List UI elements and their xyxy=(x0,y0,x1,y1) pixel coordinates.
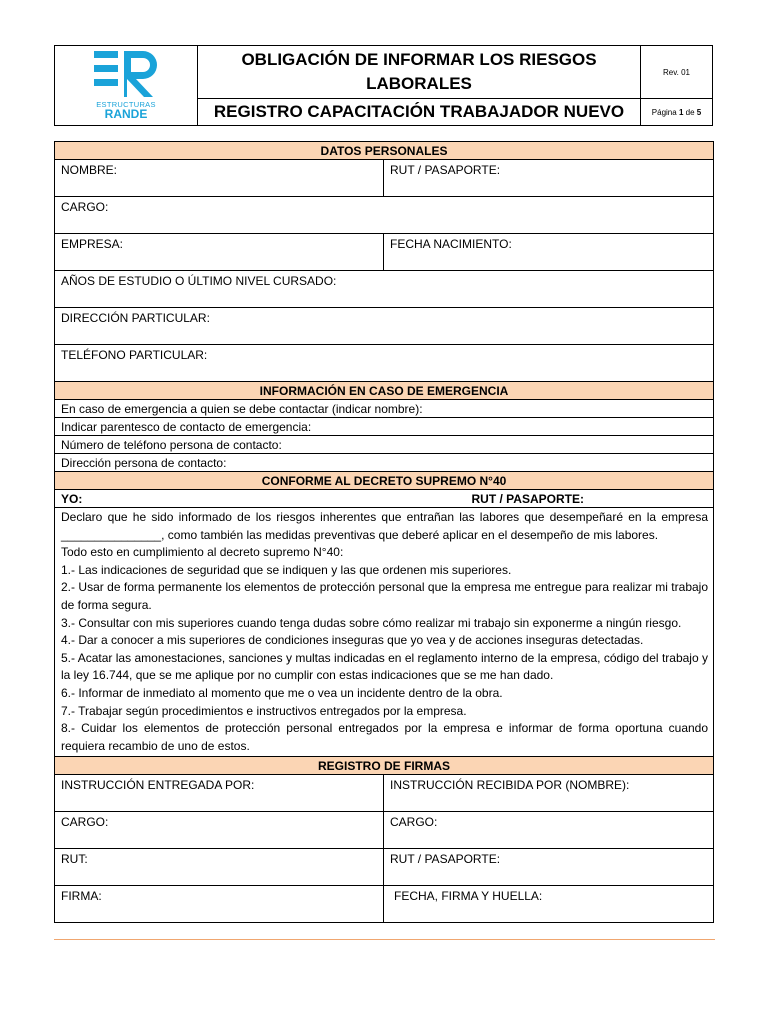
fecha-nacimiento-field[interactable]: FECHA NACIMIENTO: xyxy=(384,234,714,271)
emergencia-direccion-field[interactable]: Dirección persona de contacto: xyxy=(55,454,714,472)
registration-form xyxy=(54,141,714,923)
decreto-rut-field[interactable]: RUT / PASAPORTE: xyxy=(384,490,714,508)
declaration-item: 3.- Consultar con mis superiores cuando tenga dudas sobre cómo realizar mi trabajo sin exponerme a ningún riesgo. xyxy=(61,615,682,630)
declaration-text xyxy=(55,508,714,757)
nombre-field[interactable]: NOMBRE: xyxy=(55,160,384,197)
estructuras-rande-logo xyxy=(91,47,161,119)
telefono-field[interactable]: TELÉFONO PARTICULAR: xyxy=(55,345,714,382)
emergencia-telefono-field[interactable]: Número de teléfono persona de contacto: xyxy=(55,436,714,454)
instruccion-entregada-field[interactable]: INSTRUCCIÓN ENTREGADA POR: xyxy=(55,775,384,812)
firmas-rut-left-field[interactable]: RUT: xyxy=(55,849,384,886)
declaration-intro-2: Todo esto en cumplimiento al decreto supremo N°40: xyxy=(61,545,344,560)
footer-divider xyxy=(54,939,715,940)
emergencia-contacto-field[interactable]: En caso de emergencia a quien se debe contactar (indicar nombre): xyxy=(55,400,714,418)
revision-label: Rev. 01 xyxy=(641,46,713,99)
declaration-intro: Declaro que he sido informado de los riesgos inherentes que entrañan las labores que desempeñaré en la empresa _______________, como también las medidas preventivas que deberé aplicar en el desempeño de mis labores. xyxy=(61,510,709,542)
declaration-item: 7.- Trabajar según procedimientos e instructivos entregados por la empresa. xyxy=(61,703,467,718)
logo-text-bottom: RANDE xyxy=(104,107,148,119)
declaration-item: 1.- Las indicaciones de seguridad que se indiquen y las que ordenen mis superiores. xyxy=(61,562,512,577)
title-line-2: LABORALES xyxy=(366,74,472,93)
declaration-item: 5.- Acatar las amonestaciones, sanciones y multas indicadas en el reglamento interno de la empresa, código del trabajo y la ley 16.744, que se me aplique por no cumplir con estas indicaciones que se me han dado. xyxy=(61,650,709,683)
estudios-field[interactable]: AÑOS DE ESTUDIO O ÚLTIMO NIVEL CURSADO: xyxy=(55,271,714,308)
instruccion-recibida-field[interactable]: INSTRUCCIÓN RECIBIDA POR (NOMBRE): xyxy=(384,775,714,812)
logo-text-top: ESTRUCTURAS xyxy=(96,100,156,109)
empresa-field[interactable]: EMPRESA: xyxy=(55,234,384,271)
document-title xyxy=(198,46,641,99)
company-logo-cell xyxy=(55,46,198,126)
section-emergencia: INFORMACIÓN EN CASO DE EMERGENCIA xyxy=(55,382,714,400)
declaration-item: 2.- Usar de forma permanente los elementos de protección personal que la empresa me entregue para realizar mi trabajo de forma segura. xyxy=(61,580,709,612)
firma-field[interactable]: FIRMA: xyxy=(55,886,384,923)
firmas-cargo-left-field[interactable]: CARGO: xyxy=(55,812,384,849)
fecha-firma-huella-field[interactable]: FECHA, FIRMA Y HUELLA: xyxy=(384,886,714,923)
direccion-field[interactable]: DIRECCIÓN PARTICULAR: xyxy=(55,308,714,345)
page-indicator xyxy=(641,99,713,126)
declaration-item: 8.- Cuidar los elementos de protección personal entregados por la empresa e informar de forma oportuna cuando requiera recambio de uno de estos. xyxy=(61,721,709,753)
yo-field[interactable]: YO: xyxy=(55,490,384,508)
cargo-field[interactable]: CARGO: xyxy=(55,197,714,234)
page-total: 5 xyxy=(696,107,702,117)
declaration-item: 4.- Dar a conocer a mis superiores de condiciones inseguras que yo vea y de acciones inseguras detectadas. xyxy=(61,633,644,648)
emergencia-parentesco-field[interactable]: Indicar parentesco de contacto de emergencia: xyxy=(55,418,714,436)
title-line-1: OBLIGACIÓN DE INFORMAR LOS RIESGOS xyxy=(241,50,597,69)
section-datos-personales: DATOS PERSONALES xyxy=(55,142,714,160)
page-of: de xyxy=(685,107,695,117)
document-header xyxy=(54,45,713,126)
firmas-cargo-right-field[interactable]: CARGO: xyxy=(384,812,714,849)
rut-field[interactable]: RUT / PASAPORTE: xyxy=(384,160,714,197)
document-subtitle: REGISTRO CAPACITACIÓN TRABAJADOR NUEVO xyxy=(198,99,641,126)
firmas-rut-right-field[interactable]: RUT / PASAPORTE: xyxy=(384,849,714,886)
section-decreto: CONFORME AL DECRETO SUPREMO N°40 xyxy=(55,472,714,490)
page-label: Página xyxy=(651,107,677,117)
section-firmas: REGISTRO DE FIRMAS xyxy=(55,757,714,775)
page-current: 1 xyxy=(678,107,684,117)
declaration-item: 6.- Informar de inmediato al momento que me o vea un incidente dentro de la obra. xyxy=(61,685,503,700)
